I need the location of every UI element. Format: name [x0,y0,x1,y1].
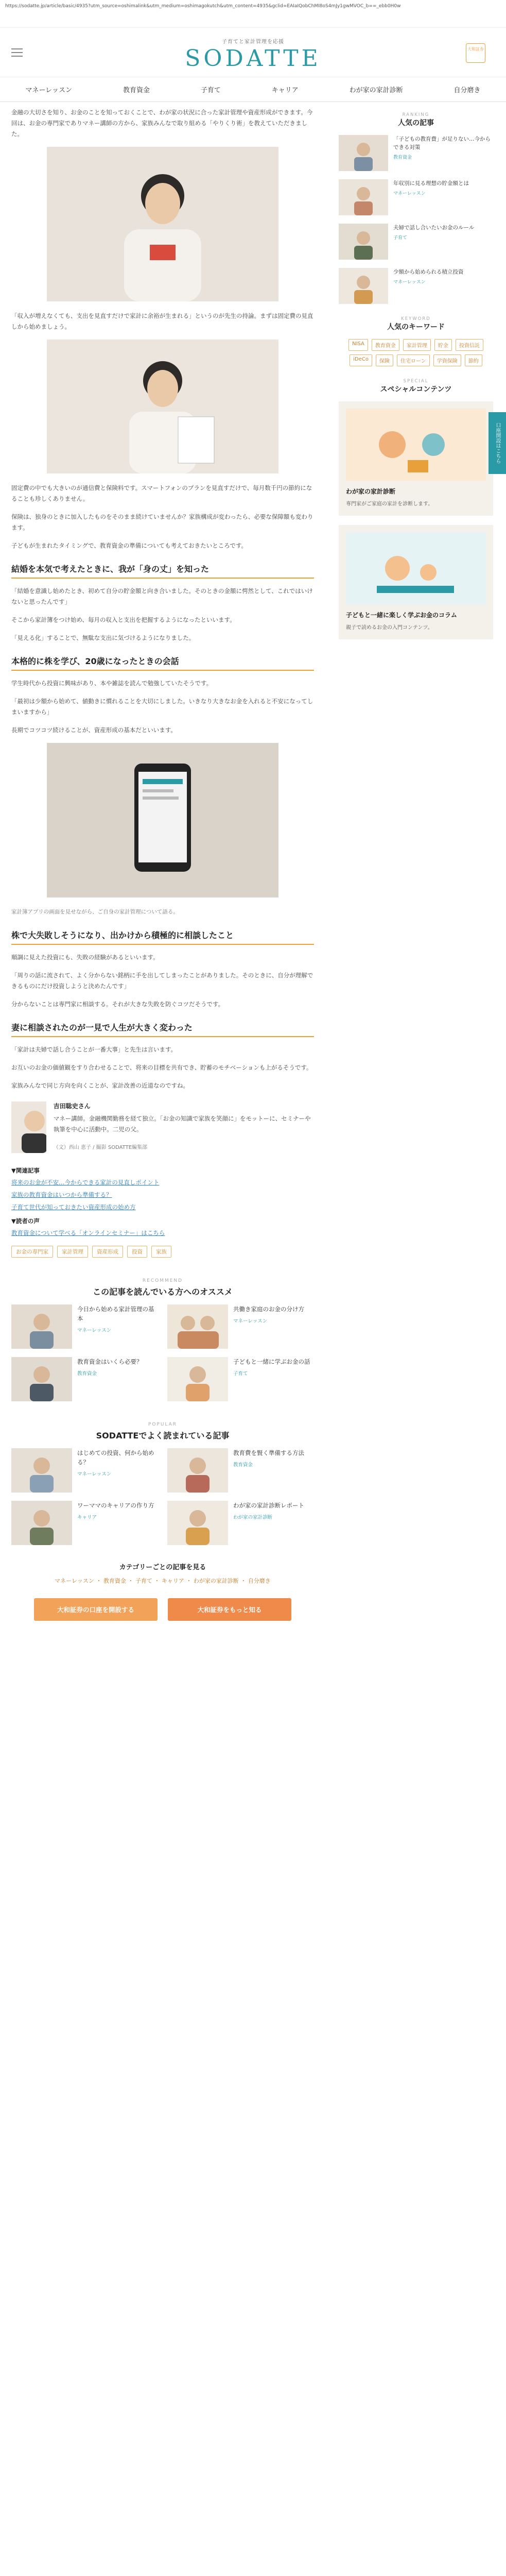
article-paragraph: 「家計は夫婦で話し合うことが一番大事」と先生は言います。 [11,1046,177,1053]
tag[interactable]: 投資 [127,1246,147,1258]
article-paragraph: 分からないことは専門家に相談する。それが大きな失敗を防ぐコツだそうです。 [11,1001,224,1008]
special-box [339,379,493,639]
ranking-thumbnail [339,179,388,215]
card-thumbnail [167,1448,228,1493]
floating-cta-button[interactable]: 口座開設はこちら [488,412,506,474]
thumbnail-icon [11,1304,72,1349]
nav-item[interactable]: キャリア [271,87,299,94]
recommend-heading [11,1278,314,1297]
profile-credit: （文）西山 恵子 / 撮影 SODATTE編集部 [53,1145,148,1150]
recommend-grid [11,1304,314,1401]
thumbnail-icon [11,1448,72,1493]
nav-item[interactable]: 教育資金 [123,87,150,94]
keyword-box [339,316,493,366]
keyword-tag[interactable]: 家計管理 [403,339,431,351]
nav-item[interactable]: 自分磨き [453,87,481,94]
photo-caption: 家計簿アプリの画面を見せながら、ご自身の家計管理について語る。 [11,909,179,915]
thumbnail-icon [339,224,388,260]
avatar [11,1101,46,1153]
keyword-tag[interactable]: 住宅ローン [397,354,430,366]
ranking-item[interactable] [339,135,493,171]
promo-card[interactable] [339,401,493,516]
article-photo [47,743,278,897]
sidebar [339,107,493,1634]
card-category: 教育資金 [233,1462,253,1468]
article-paragraph: お互いのお金の価値観をすり合わせることで、将来の目標を共有でき、貯蓄のモチベーションも上がるそうです。 [11,1064,312,1071]
card-title: 教育資金はいくら必要？ [77,1358,143,1365]
keyword-tag[interactable]: 学資保険 [433,354,461,366]
article-main [11,107,314,1634]
tag[interactable]: 家計管理 [57,1246,88,1258]
article-paragraph: そこから家計簿をつけ始め、毎月の収入と支出を把握するようになったといいます。 [11,616,236,623]
special-en: SPECIAL [403,379,429,384]
site-brand: SODATTE [185,45,321,72]
ranking-jp: 人気の記事 [398,119,434,127]
card-category: マネーレッスン [77,1328,112,1333]
nav-item[interactable]: マネーレッスン [25,87,73,94]
ranking-en: RANKING [402,112,430,117]
tag[interactable]: 資産形成 [92,1246,123,1258]
card-category: キャリア [77,1515,97,1520]
ranking-title-text: 「子どもの教育費」が足りない…今からできる対策 [393,136,491,150]
ranking-box [339,112,493,304]
card-thumbnail [167,1357,228,1401]
keyword-list [339,339,493,366]
card-thumbnail [11,1357,72,1401]
site-tagline: 子育てと家計管理を応援 [222,39,284,45]
ranking-item[interactable] [339,179,493,215]
profile-bio: マネー講師。金融機関勤務を経て独立。「お金の知識で家族を笑顔に」をモットーに、セミナーや執筆を中心に活動中。二児の父。 [53,1115,311,1133]
global-nav [0,77,506,102]
ranking-category: 子育て [393,235,408,241]
ranking-category: マネーレッスン [393,191,426,196]
keyword-title [339,316,493,332]
tag[interactable]: お金の専門家 [11,1246,53,1258]
ranking-category: 教育資金 [393,155,412,160]
related-links-title: ▼関連記事 [11,1167,40,1174]
popular-card[interactable] [167,1448,314,1493]
article-tags [11,1246,314,1258]
thumbnail-icon [11,1357,72,1401]
keyword-en: KEYWORD [401,316,431,321]
related-link[interactable]: 家族の教育資金はいつから準備する？ [11,1191,112,1198]
person-avatar-icon [11,1101,46,1153]
thumbnail-icon [339,135,388,171]
thumbnail-icon [167,1304,228,1349]
ranking-title [339,112,493,128]
thumbnail-icon [167,1357,228,1401]
keyword-tag[interactable]: 保険 [376,354,393,366]
learn-more-button[interactable]: 大和証券をもっと知る [168,1598,291,1621]
article-photo [47,147,278,301]
section-heading: 妻に相談されたのが一見で人生が大きく変わった [11,1021,314,1037]
article-paragraph: 「結婚を意識し始めたとき、初めて自分の貯金額と向き合いました。そのときの金額に愕然として、これではいけないと思ったんです」 [11,587,313,605]
category-row[interactable]: マネーレッスン ・ 教育資金 ・ 子育て ・ キャリア ・ わが家の家計診断 ・ 自分磨き [55,1578,271,1584]
recommend-card[interactable] [11,1357,158,1401]
keyword-tag[interactable]: 節約 [465,354,482,366]
ranking-thumbnail [339,224,388,260]
recommend-card[interactable] [167,1357,314,1401]
popular-card[interactable] [11,1501,158,1545]
ranking-title-text: 年収別に見る理想の貯金額とは [393,180,469,187]
category-title: カテゴリーごとの記事を見る [119,1564,206,1571]
article-paragraph: 家族みんなで同じ方向を向くことが、家計改善の近道なのですね。 [11,1082,189,1089]
open-account-button[interactable]: 大和証券の口座を開設する [34,1598,158,1621]
article-paragraph: 順調に見えた投資にも、失敗の経験があるといいます。 [11,954,159,961]
ranking-title-text: 少額から始められる積立投資 [393,269,464,275]
article-paragraph: 子どもが生まれたタイミングで、教育資金の準備についても考えておきたいところです。 [11,542,248,549]
card-thumbnail [167,1304,228,1349]
article-paragraph: 学生時代から投資に興味があり、本や雑誌を読んで勉強していたそうです。 [11,680,213,687]
article-paragraph: 長期でコツコツ続けることが、資産形成の基本だといいます。 [11,726,177,734]
keyword-tag[interactable]: 貯金 [434,339,452,351]
profile-name: 吉田聡史さん [53,1103,91,1110]
article-paragraph: 金融の大切さを知り、お金のことを知っておくことで、わが家の状況に合った家計管理や資産形成ができます。今回は、お金の専門家でありマネー講師の方から、家族みんなで取り組める「やりくり術」を教えていただきました。 [11,109,313,138]
special-title [339,379,493,394]
card-title: 教育費を賢く準備する方法 [233,1449,304,1456]
card-thumbnail [11,1501,72,1545]
recommend-card[interactable] [11,1304,158,1349]
article-paragraph: 「最初は少額から始めて、値動きに慣れることを大切にしました。いきなり大きなお金を入れると不安になってしまいますから」 [11,698,313,716]
url-bar[interactable]: https://sodatte.jp/article/basic/4935?utm_source=oshimalink&utm_medium=oshimagokutch&utm_content=4935&gclid=EAIaIQobChMI8oS4mJy1gwMVOC_b==_ebb0H0w [0,0,506,28]
phone-photo-icon [47,743,278,897]
author-profile [11,1101,314,1160]
card-category: 子育て [233,1371,248,1377]
keyword-tag[interactable]: 投資信託 [456,339,483,351]
card-category: わが家の家計診断 [233,1515,273,1520]
keyword-jp: 人気のキーワード [387,323,445,331]
promo-desc: 専門家がご家庭の家計を診断します。 [346,501,433,507]
site-header [0,28,506,77]
ranking-thumbnail [339,135,388,171]
card-thumbnail [167,1501,228,1545]
ranking-thumbnail [339,268,388,304]
nav-item[interactable]: 子育て [200,87,221,94]
thumbnail-icon [11,1501,72,1545]
card-category: マネーレッスン [77,1471,112,1477]
related-link[interactable]: 教育資金について学べる「オンラインセミナー」はこちら [11,1229,165,1236]
card-title: 今日から始める家計管理の基本 [77,1306,154,1322]
thumbnail-icon [167,1501,228,1545]
ranking-title-text: 夫婦で話し合いたいお金のルール [393,225,475,231]
card-title: はじめての投資、何から始める？ [77,1449,154,1466]
special-jp: スペシャルコンテンツ [380,385,452,394]
person-photo-icon [47,340,278,473]
thumbnail-icon [339,179,388,215]
card-thumbnail [11,1304,72,1349]
card-category: 教育資金 [77,1371,97,1377]
article-paragraph: 「周りの話に流されて、よく分からない銘柄に手を出してしまったことがありました。そのときに、自分が理解できるものにだけ投資しようと決めたんです」 [11,972,313,990]
popular-card[interactable] [11,1448,158,1493]
sponsor-badge[interactable]: 大和証券 [466,43,485,63]
card-thumbnail [11,1448,72,1493]
related-links-note: ▼読者の声 [11,1217,40,1225]
promo-title: 子どもと一緒に楽しく学ぶお金のコラム [346,612,457,619]
keyword-tag[interactable]: 教育資金 [372,339,399,351]
site-logo[interactable] [0,37,506,73]
article-paragraph: 「見える化」することで、無駄な支出に気づけるようになりました。 [11,634,195,641]
related-link[interactable]: 将来のお金が不安…今からできる家計の見直しポイント [11,1179,160,1186]
content-body [0,102,506,1634]
popular-grid [11,1448,314,1545]
recommend-card[interactable] [167,1304,314,1349]
article-paragraph: 保険は、独身のときに加入したものをそのまま続けていませんか？家族構成が変わったら、必要な保障額も変わります。 [11,513,313,531]
tag[interactable]: 家族 [151,1246,171,1258]
ranking-item[interactable] [339,224,493,260]
keyword-tag[interactable]: NISA [348,339,368,351]
card-category: マネーレッスン [233,1318,268,1324]
popular-heading [11,1422,314,1441]
article-paragraph: 固定費の中でも大きいのが通信費と保険料です。スマートフォンのプランを見直すだけで、毎月数千円の節約になることも珍しくありません。 [11,484,312,502]
card-title: ワーママのキャリアの作り方 [77,1502,154,1509]
promo-desc: 親子で読めるお金の入門コンテンツ。 [346,625,433,631]
promo-title: わが家の家計診断 [346,488,396,495]
popular-en: POPULAR [148,1422,178,1427]
section-heading: 本格的に株を学び、20歳になったときの会話 [11,655,314,671]
card-title: わが家の家計診断レポート [233,1502,304,1509]
keyword-tag[interactable]: iDeCo [350,354,372,366]
person-photo-icon [47,147,278,301]
popular-card[interactable] [167,1501,314,1545]
promo-illustration-icon [346,409,486,481]
ranking-category: マネーレッスン [393,280,426,285]
section-heading: 結婚を本気で考えたときに、我が「身の丈」を知った [11,563,314,579]
section-heading: 株で大失敗しそうになり、出かけから積極的に相談したこと [11,929,314,945]
thumbnail-icon [339,268,388,304]
ranking-item[interactable] [339,268,493,304]
popular-title: SODATTEでよく読まれている記事 [96,1431,230,1440]
card-title: 子どもと一緒に学ぶお金の話 [233,1358,310,1365]
related-links [11,1166,314,1238]
related-link[interactable]: 子育て世代が知っておきたい資産形成の始め方 [11,1204,136,1211]
card-title: 共働き家庭のお金の分け方 [233,1306,304,1313]
recommend-title: この記事を読んでいる方へのオススメ [93,1287,233,1297]
article-photo [47,340,278,473]
nav-item[interactable]: わが家の家計診断 [349,87,403,94]
cta-buttons [11,1598,314,1621]
promo-illustration-icon [346,532,486,604]
category-links [11,1562,314,1585]
recommend-en: RECOMMEND [142,1278,183,1283]
promo-card[interactable] [339,525,493,639]
thumbnail-icon [167,1448,228,1493]
article-paragraph: 「収入が増えなくても、支出を見直すだけで家計に余裕が生まれる」というのが先生の持論。まずは固定費の見直しから始めましょう。 [11,312,313,330]
